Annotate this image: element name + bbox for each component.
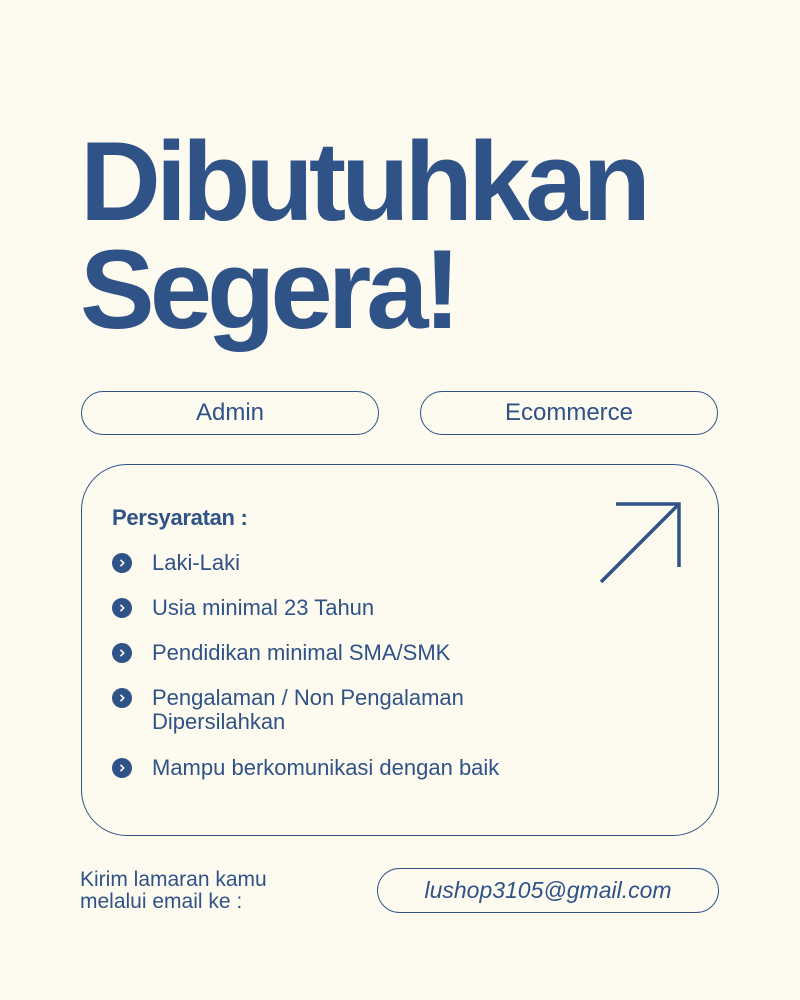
- requirements-title: Persyaratan :: [112, 505, 248, 530]
- footer-line-1: Kirim lamaran kamu: [80, 868, 267, 891]
- list-item-label-line-2: Dipersilahkan: [152, 709, 286, 734]
- tag-ecommerce-label: Ecommerce: [504, 399, 634, 426]
- tag-admin: [81, 391, 379, 435]
- email-label: lushop3105@gmail.com: [424, 877, 672, 903]
- list-item: [112, 756, 672, 780]
- chevron-right-circle-icon: [112, 553, 132, 573]
- chevron-right-circle-icon: [112, 598, 132, 618]
- footer-instruction: [80, 869, 267, 913]
- headline-line-2: Segera!: [80, 227, 456, 352]
- headline-line-1: Dibutuhkan: [80, 119, 646, 244]
- chevron-right-circle-icon: [112, 758, 132, 778]
- tag-ecommerce: [420, 391, 718, 435]
- list-item: [112, 551, 672, 575]
- list-item-label: Pendidikan minimal SMA/SMK: [152, 640, 451, 665]
- list-item: [112, 686, 672, 734]
- list-item-label-line-1: Pengalaman / Non Pengalaman: [152, 685, 464, 710]
- requirements-card: [81, 464, 719, 836]
- list-item: [112, 641, 672, 665]
- list-item-label: Laki-Laki: [152, 550, 241, 575]
- email-address[interactable]: [377, 868, 719, 913]
- requirements-list: [112, 551, 672, 801]
- chevron-right-circle-icon: [112, 643, 132, 663]
- tag-admin-label: Admin: [195, 399, 265, 426]
- chevron-right-circle-icon: [112, 688, 132, 708]
- footer-line-2: melalui email ke :: [80, 890, 243, 913]
- list-item-label: Usia minimal 23 Tahun: [152, 595, 375, 620]
- headline: [80, 119, 646, 352]
- list-item-label: Mampu berkomunikasi dengan baik: [152, 755, 500, 780]
- list-item: [112, 596, 672, 620]
